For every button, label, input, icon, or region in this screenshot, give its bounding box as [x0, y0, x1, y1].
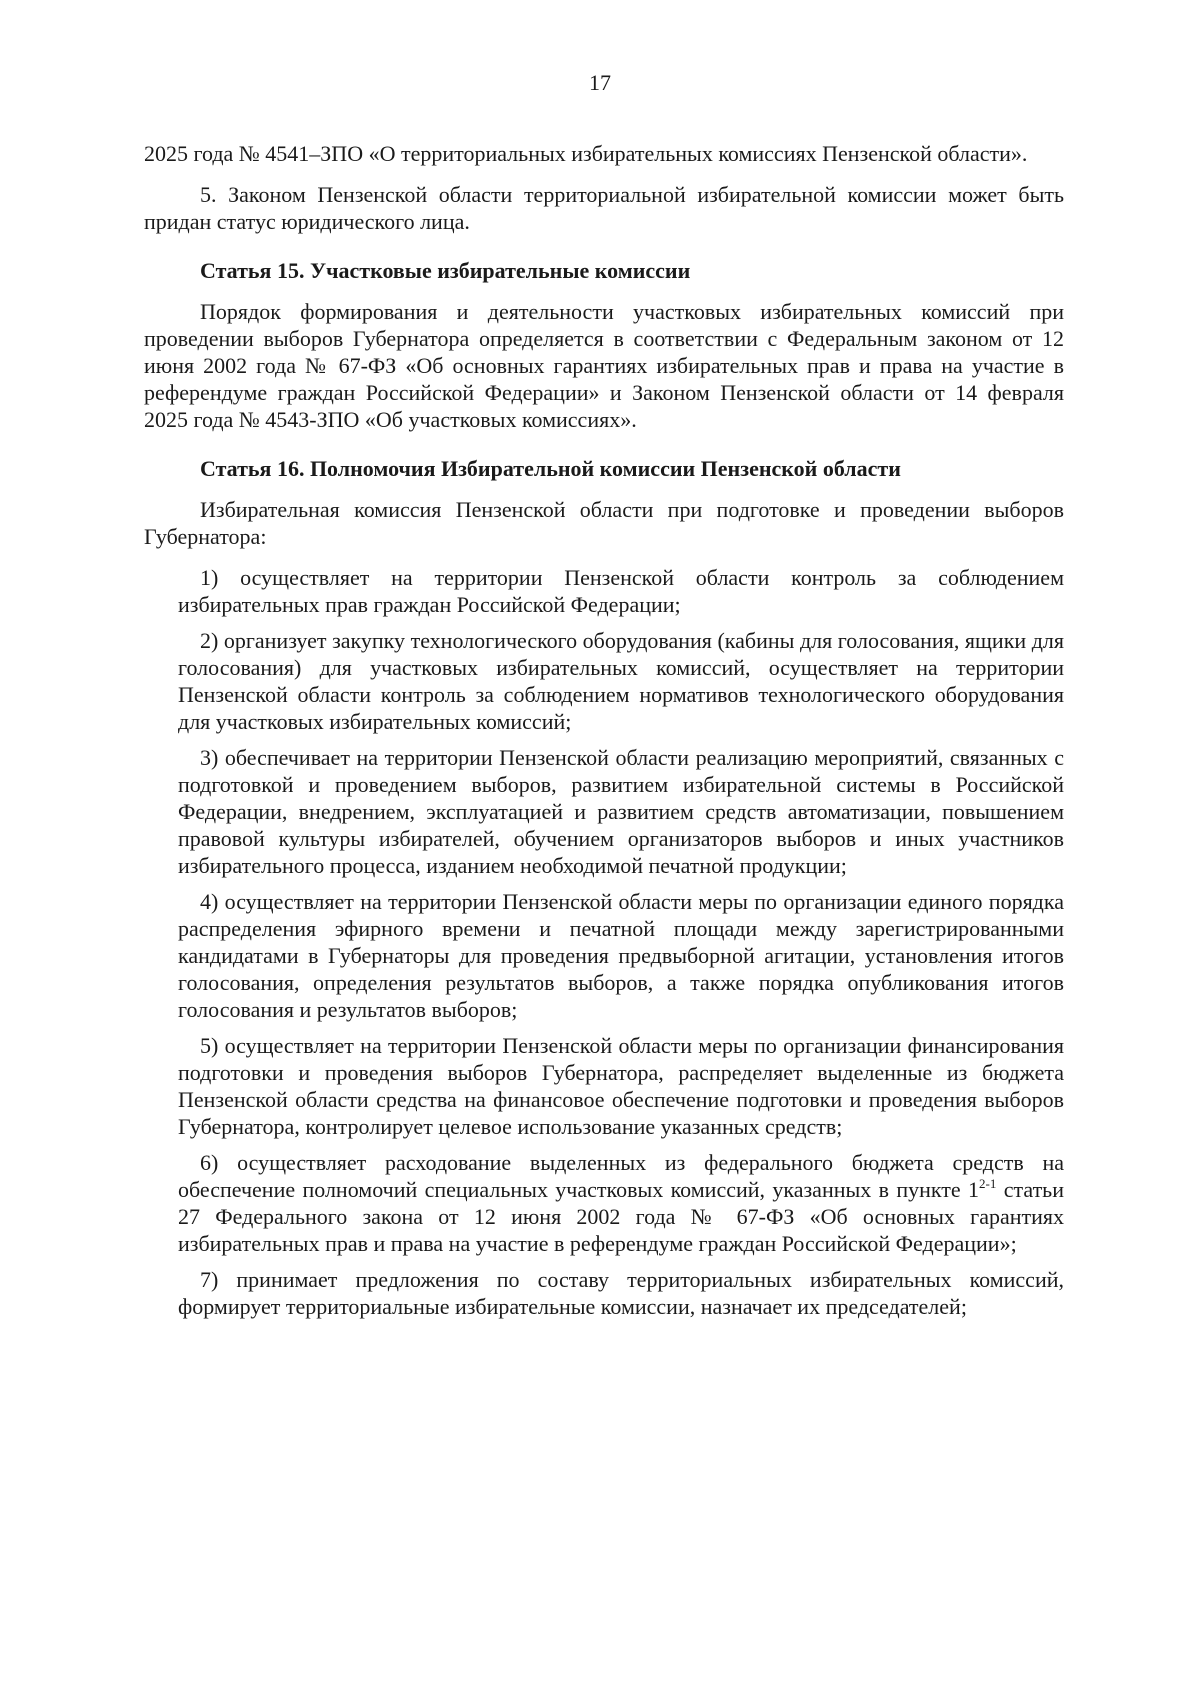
list-item-7: 7) принимает предложения по составу территориальных избирательных комиссий, формирует территориальные избирательные комиссии, назначает их председателей; — [178, 1267, 1064, 1319]
list-item-4: 4) осуществляет на территории Пензенской области меры по организации единого порядка распределения эфирного времени и печатной площади между зарегистрированными кандидатами в Губернаторы для проведения предвыборной агитации, установления итогов голосования, определения результатов выборов, а также порядка опубликования итогов голосования и результатов выборов; — [178, 889, 1064, 1022]
list-item-1: 1) осуществляет на территории Пензенской области контроль за соблюдением избирательных прав граждан Российской Федерации; — [178, 565, 1064, 617]
list-item-6-superscript: 2-1 — [979, 1176, 997, 1191]
page-number: 17 — [589, 70, 611, 95]
list-item-3: 3) обеспечивает на территории Пензенской области реализацию мероприятий, связанных с подготовкой и проведением выборов, развитием избирательной системы в Российской Федерации, внедрением, эксплуатацией и развитием средств автоматизации, повышением правовой культуры избирателей, обучением организаторов выборов и иных участников избирательного процесса, изданием необходимой печатной продукции; — [178, 745, 1064, 878]
list-item-6 — [178, 1149, 1064, 1257]
list-item-2: 2) организует закупку технологического оборудования (кабины для голосования, ящики для голосования) для участковых избирательных комиссий, осуществляет на территории Пензенской области контроль за соблюдением нормативов технологического оборудования для участковых избирательных комиссий; — [178, 628, 1064, 734]
article-15-title: Статья 15. Участковые избирательные комиссии — [200, 258, 691, 283]
article-15-paragraph: Порядок формирования и деятельности участковых избирательных комиссий при проведении выборов Губернатора определяется в соответствии с Федеральным законом от 12 июня 2002 года № 67-ФЗ «Об основных гарантиях избирательных прав и права на участие в референдуме граждан Российской Федерации» и Законом Пензенской области от 14 февраля 2025 года № 4543-ЗПО «Об участковых комиссиях». — [144, 299, 1064, 432]
paragraph-continuation: 2025 года № 4541–ЗПО «О территориальных избирательных комиссиях Пензенской области». — [144, 141, 1028, 166]
list-item-6-text-after: статьи 27 Федерального закона от 12 июня 2002 года № 67-ФЗ «Об основных гарантиях избирательных прав и права на участие в референдуме граждан Российской Федерации»; — [178, 1177, 1064, 1256]
paragraph-item-5: 5. Законом Пензенской области территориальной избирательной комиссии может быть придан статус юридического лица. — [144, 182, 1064, 234]
document-body — [144, 140, 1064, 1329]
list-item-5: 5) осуществляет на территории Пензенской области меры по организации финансирования подготовки и проведения выборов Губернатора, распределяет выделенные из бюджета Пензенской области средства на финансовое обеспечение подготовки и проведения выборов Губернатора, контролирует целевое использование указанных средств; — [178, 1033, 1064, 1139]
article-16-intro: Избирательная комиссия Пензенской области при подготовке и проведении выборов Губернатора: — [144, 497, 1064, 549]
article-16-title: Статья 16. Полномочия Избирательной комиссии Пензенской области — [200, 456, 901, 481]
list-item-6-text-before: 6) осуществляет расходование выделенных из федерального бюджета средств на обеспечение полномочий специальных участковых комиссий, указанных в пункте 1 — [178, 1150, 1064, 1202]
